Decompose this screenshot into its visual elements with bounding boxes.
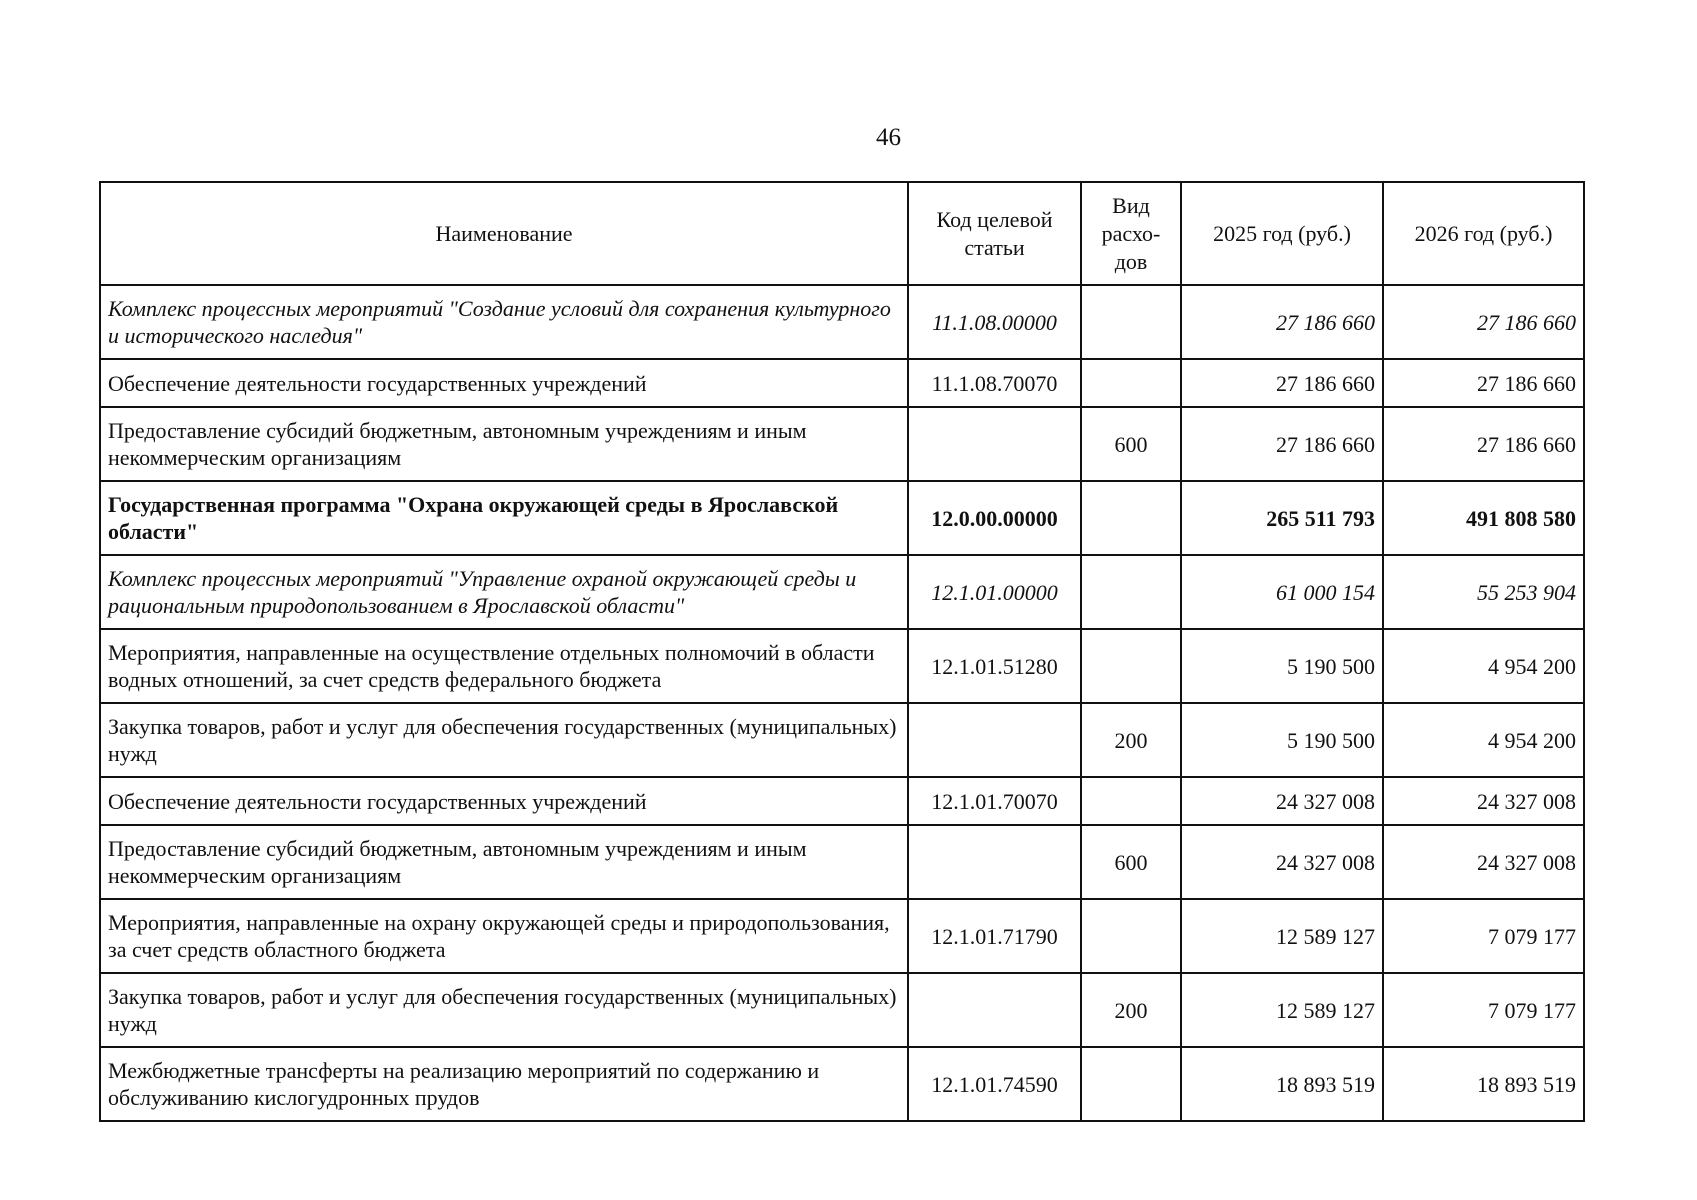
row-code [908,825,1081,899]
row-2025: 24 327 008 [1181,777,1383,825]
row-name: Обеспечение деятельности государственных учреждений [100,777,908,825]
row-vid: 200 [1081,703,1181,777]
row-name: Закупка товаров, работ и услуг для обеспечения государственных (муниципальных) нужд [100,973,908,1047]
row-vid: 600 [1081,825,1181,899]
row-code: 12.0.00.00000 [908,481,1081,555]
row-2026: 4 954 200 [1383,703,1584,777]
header-code: Код целевой статьи [908,182,1081,285]
row-name: Мероприятия, направленные на охрану окружающей среды и природопользования, за счет средств областного бюджета [100,899,908,973]
row-2025: 27 186 660 [1181,359,1383,407]
row-vid: 600 [1081,407,1181,481]
row-name: Комплекс процессных мероприятий "Создание условий для сохранения культурного и исторического наследия" [100,285,908,359]
table-row [100,899,1584,973]
row-code: 11.1.08.70070 [908,359,1081,407]
row-vid [1081,899,1181,973]
row-code: 11.1.08.00000 [908,285,1081,359]
header-vid: Вид расхо-дов [1081,182,1181,285]
row-code: 12.1.01.51280 [908,629,1081,703]
row-2025: 265 511 793 [1181,481,1383,555]
page-number: 46 [876,124,901,151]
row-vid [1081,777,1181,825]
row-vid [1081,359,1181,407]
row-2026: 27 186 660 [1383,359,1584,407]
row-2026: 55 253 904 [1383,555,1584,629]
row-2025: 27 186 660 [1181,407,1383,481]
row-vid [1081,629,1181,703]
table-row [100,555,1584,629]
row-2026: 491 808 580 [1383,481,1584,555]
row-vid [1081,481,1181,555]
row-2026: 27 186 660 [1383,407,1584,481]
row-vid [1081,1047,1181,1121]
header-2025: 2025 год (руб.) [1181,182,1383,285]
table-row [100,1047,1584,1121]
row-2025: 12 589 127 [1181,899,1383,973]
row-2026: 7 079 177 [1383,973,1584,1047]
row-2026: 18 893 519 [1383,1047,1584,1121]
table-row [100,629,1584,703]
row-code: 12.1.01.74590 [908,1047,1081,1121]
row-name: Мероприятия, направленные на осуществление отдельных полномочий в области водных отношений, за счет средств федерального бюджета [100,629,908,703]
table-row [100,703,1584,777]
row-2025: 61 000 154 [1181,555,1383,629]
row-2026: 24 327 008 [1383,777,1584,825]
row-2025: 18 893 519 [1181,1047,1383,1121]
row-name: Закупка товаров, работ и услуг для обеспечения государственных (муниципальных) нужд [100,703,908,777]
row-2025: 5 190 500 [1181,629,1383,703]
table-row [100,407,1584,481]
row-2025: 24 327 008 [1181,825,1383,899]
row-vid: 200 [1081,973,1181,1047]
row-2026: 27 186 660 [1383,285,1584,359]
row-name: Обеспечение деятельности государственных учреждений [100,359,908,407]
table-row [100,825,1584,899]
header-2026: 2026 год (руб.) [1383,182,1584,285]
row-code [908,973,1081,1047]
table-row [100,359,1584,407]
row-code [908,407,1081,481]
row-name: Предоставление субсидий бюджетным, автономным учреждениям и иным некоммерческим организациям [100,407,908,481]
row-code: 12.1.01.71790 [908,899,1081,973]
row-2025: 5 190 500 [1181,703,1383,777]
row-code [908,703,1081,777]
row-2026: 7 079 177 [1383,899,1584,973]
row-name: Межбюджетные трансферты на реализацию мероприятий по содержанию и обслуживанию кислогудронных прудов [100,1047,908,1121]
row-2025: 27 186 660 [1181,285,1383,359]
row-name: Предоставление субсидий бюджетным, автономным учреждениям и иным некоммерческим организациям [100,825,908,899]
row-vid [1081,555,1181,629]
header-name: Наименование [100,182,908,285]
row-2026: 24 327 008 [1383,825,1584,899]
table-row [100,973,1584,1047]
table-row [100,777,1584,825]
row-code: 12.1.01.70070 [908,777,1081,825]
row-2025: 12 589 127 [1181,973,1383,1047]
row-name: Государственная программа "Охрана окружающей среды в Ярославской области" [100,481,908,555]
table-row [100,481,1584,555]
row-code: 12.1.01.00000 [908,555,1081,629]
row-2026: 4 954 200 [1383,629,1584,703]
budget-table [99,181,1585,1122]
table-header-row [100,182,1584,285]
row-vid [1081,285,1181,359]
row-name: Комплекс процессных мероприятий "Управление охраной окружающей среды и рациональным природопользованием в Ярославской области" [100,555,908,629]
table-row [100,285,1584,359]
